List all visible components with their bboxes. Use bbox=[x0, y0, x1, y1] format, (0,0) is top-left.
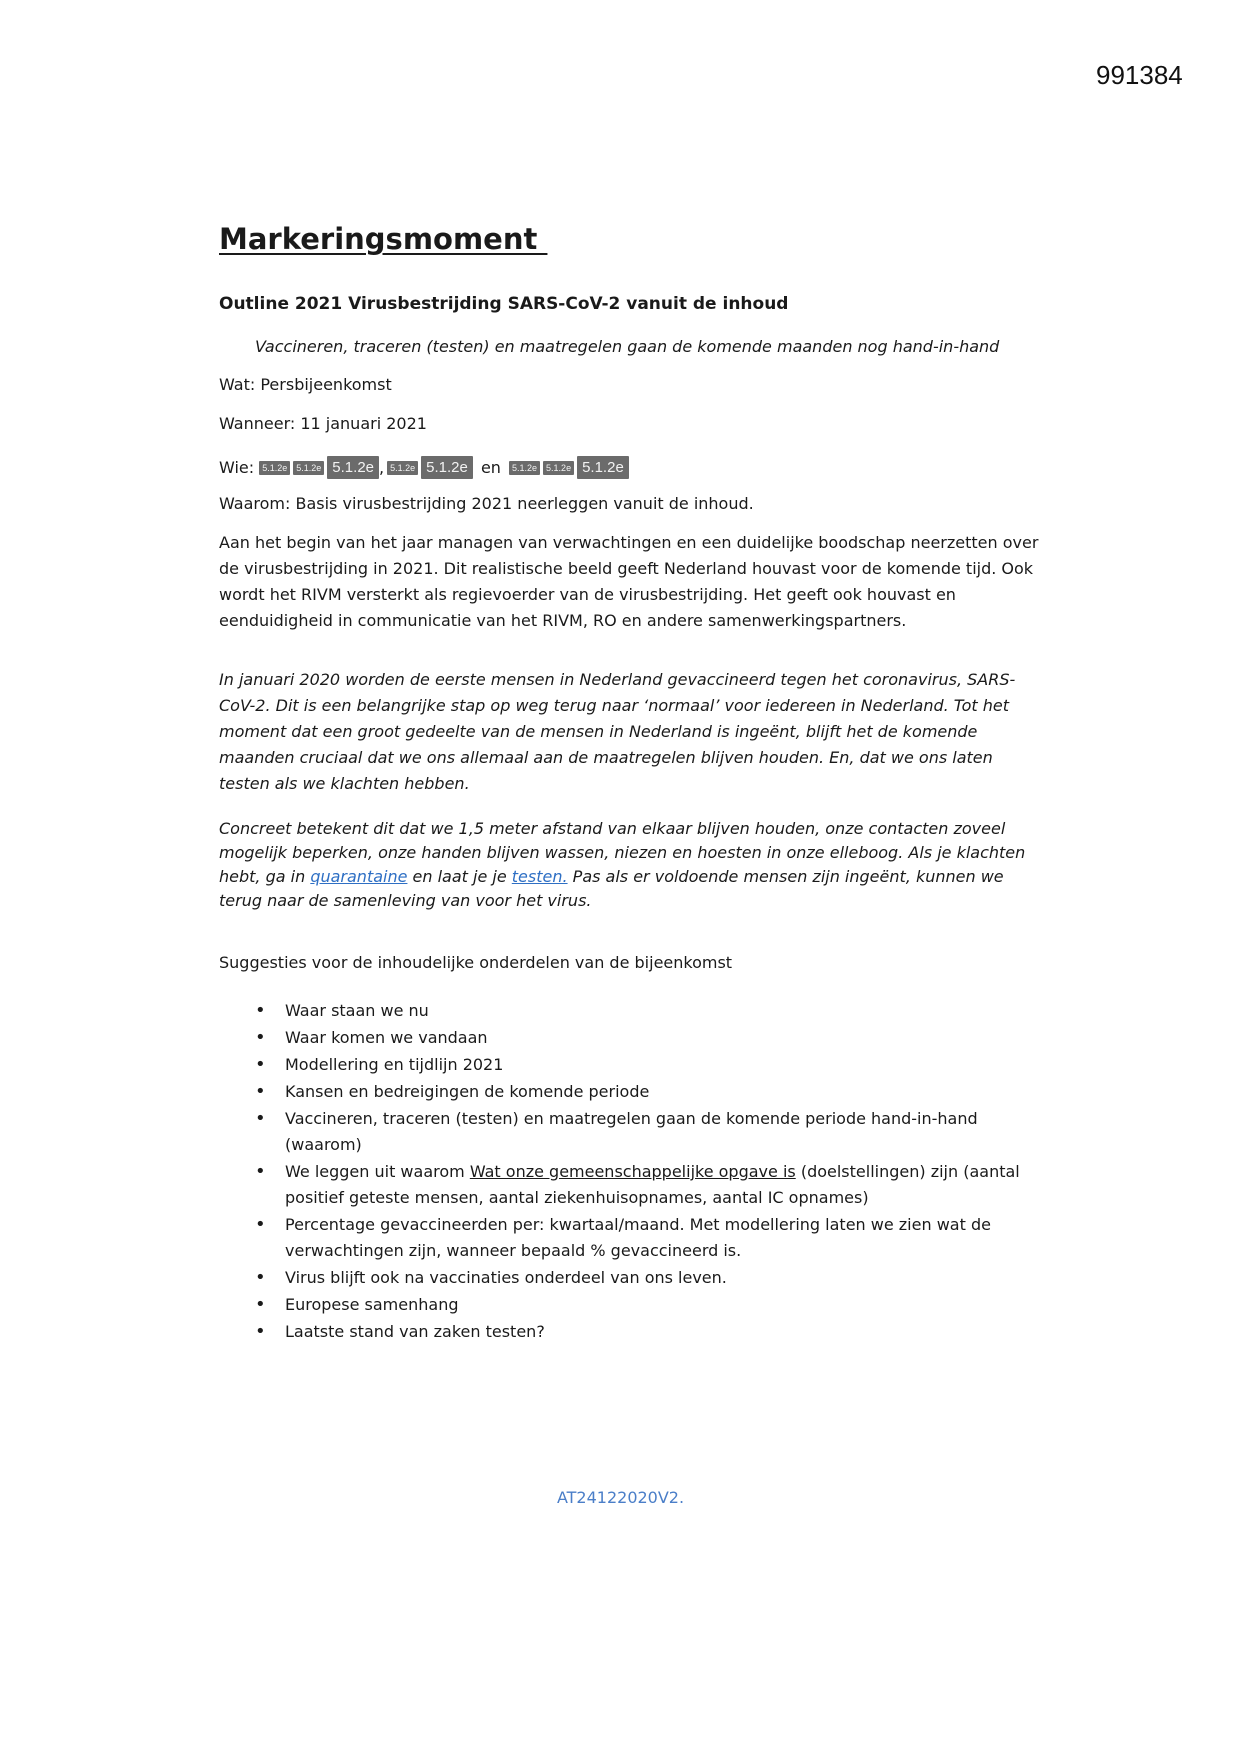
wanneer-line: Wanneer: 11 januari 2021 bbox=[219, 414, 427, 433]
tagline: Vaccineren, traceren (testen) en maatregelen gaan de komende maanden nog hand-in-hand bbox=[255, 337, 1000, 356]
document-number: 991384 bbox=[1096, 60, 1183, 90]
redaction-block: 5.1.2e bbox=[293, 461, 324, 475]
context-paragraph: In januari 2020 worden de eerste mensen in Nederland gevaccineerd tegen het coronavirus, SARS-CoV-2. Dit is een belangrijke stap op weg terug naar ‘normaal’ voor iedereen in Nederland. Tot het moment dat een groot gedeelte van de mensen in Nederland is ingeënt, blijft het de komende maanden cruciaal dat we ons allemaal aan de maatregelen blijven houden. En, dat we ons laten testen als we klachten hebben. bbox=[219, 670, 1016, 793]
list-item-text: (doelstellingen) zijn (aantal positief geteste mensen, aantal ziekenhuisopnames, aantal IC opnames) bbox=[285, 1162, 1020, 1207]
redaction-block: 5.1.2e bbox=[543, 461, 574, 475]
list-item bbox=[255, 1159, 1025, 1211]
list-item: • Laatste stand van zaken testen? bbox=[255, 1319, 1025, 1345]
list-item: • Modellering en tijdlijn 2021 bbox=[255, 1052, 1025, 1078]
list-item: • Vaccineren, traceren (testen) en maatregelen gaan de komende periode hand-in-hand (waarom) bbox=[255, 1106, 1025, 1158]
quarantaine-link[interactable]: quarantaine bbox=[310, 867, 408, 886]
redaction-block: 5.1.2e bbox=[327, 456, 379, 479]
page-title: Markeringsmoment bbox=[219, 222, 548, 256]
suggestions-list bbox=[255, 998, 1025, 1346]
redaction-block: 5.1.2e bbox=[421, 456, 473, 479]
underlined-phrase: Wat onze gemeenschappelijke opgave is bbox=[469, 1162, 796, 1181]
list-item: • Percentage gevaccineerden per: kwartaal/maand. Met modellering laten we zien wat de verwachtingen zijn, wanneer bepaald % gevaccineerd is. bbox=[255, 1212, 1025, 1264]
comma: , bbox=[379, 458, 385, 477]
intro-paragraph: Aan het begin van het jaar managen van verwachtingen en een duidelijke boodschap neerzetten over de virusbestrijding in 2021. Dit realistische beeld geeft Nederland houvast voor de komende tijd. Ook wordt het RIVM versterkt als regievoerder van de virusbestrijding. Het geeft ook houvast en eenduidigheid in communicatie van het RIVM, RO en andere samenwerkingspartners. bbox=[219, 533, 1039, 630]
wie-label: Wie: bbox=[219, 458, 260, 477]
list-item-text: We leggen uit waarom bbox=[285, 1162, 470, 1181]
waarom-line: Waarom: Basis virusbestrijding 2021 neerleggen vanuit de inhoud. bbox=[219, 494, 754, 513]
testen-link[interactable]: testen. bbox=[511, 867, 568, 886]
measures-text-2: en laat je je bbox=[407, 867, 512, 886]
and-word: en bbox=[475, 458, 507, 477]
measures-paragraph bbox=[219, 817, 1039, 913]
measures-text-3: Pas als er voldoende mensen zijn ingeënt, kunnen we terug naar de samenleving van voor het virus. bbox=[219, 867, 1004, 910]
redaction-block: 5.1.2e bbox=[509, 461, 540, 475]
redaction-block: 5.1.2e bbox=[259, 461, 290, 475]
list-item: • Virus blijft ook na vaccinaties onderdeel van ons leven. bbox=[255, 1265, 1025, 1291]
wie-line bbox=[219, 456, 632, 479]
subtitle: Outline 2021 Virusbestrijding SARS-CoV-2 vanuit de inhoud bbox=[219, 294, 789, 314]
wat-line: Wat: Persbijeenkomst bbox=[219, 375, 392, 394]
version-footer: AT24122020V2. bbox=[556, 1488, 685, 1507]
list-item: • Waar staan we nu bbox=[255, 998, 1025, 1024]
redaction-block: 5.1.2e bbox=[387, 461, 418, 475]
suggesties-heading: Suggesties voor de inhoudelijke onderdelen van de bijeenkomst bbox=[219, 953, 733, 972]
redaction-block: 5.1.2e bbox=[577, 456, 629, 479]
list-item: • Waar komen we vandaan bbox=[255, 1025, 1025, 1051]
list-item: • Europese samenhang bbox=[255, 1292, 1025, 1318]
list-item: • Kansen en bedreigingen de komende periode bbox=[255, 1079, 1025, 1105]
measures-text-1: Concreet betekent dit dat we 1,5 meter afstand van elkaar blijven houden, onze contacten zoveel mogelijk beperken, onze handen blijven wassen, niezen en hoesten in onze elleboog. Als je klachten hebt, ga in bbox=[219, 819, 1026, 886]
